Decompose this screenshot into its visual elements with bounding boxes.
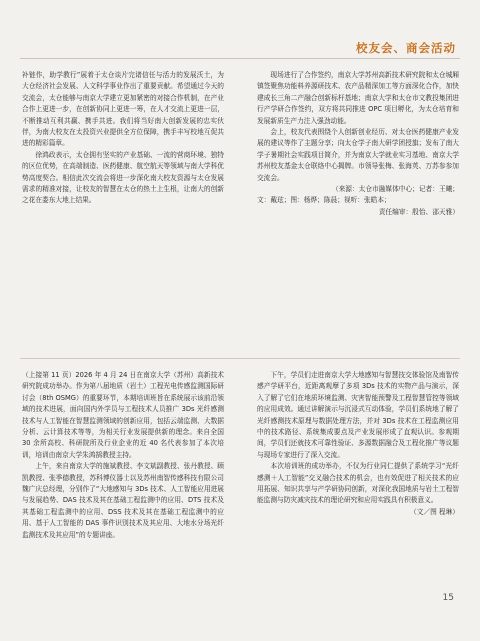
section-title: 校友会、商会活动 <box>356 41 456 55</box>
article1-column-right <box>257 70 459 218</box>
article1-credit-line: 文：戴玹；图：杨烨；陈晨；视听：张皓本； <box>257 196 391 205</box>
header-rule <box>20 58 460 59</box>
article-divider <box>20 358 460 359</box>
paragraph: 上午，来自南京大学的施斌教授、李文斌副教授、张丹教授、顾凯教授、张季德教授，苏科博仪器士以及苏州南智传感科技有限公司魏广庆总经理，分别作了“大地感知与 3Ds 技术、人工智能应用进展与发展趋势、DAS 技术及其在基础工程监测中的应用、DTS 技术及其基础工程监测中的应用、DSS 技术及其在基础工程监测中的应用、基于人工智能的 DAS 事件识别技术及其应用、大地水分场光纤监测技术及其应用”的专题讲座。 <box>22 462 224 539</box>
article2-credit: （文／图 程琳） <box>410 507 459 516</box>
paragraph: 补链作，助学教行”展着于太仓谈片完诸信任与活力的发展沃土，为大仓经济社会发展、人文科学事业作出了重要贡献。希望通过今天的交流会，太仓能够与南京大学建立更加紧密的对接合作机制，在产业合作上更进一步，在创新协同上更进一筹，在人才交流上更进一层，不断推动互利共赢、携手共进。我们将当好南大创新发展的忠实伙伴，为南大校友在太投资兴业提供全方位保障，携手丰写校地互促共进的精彩篇章。 <box>22 71 224 148</box>
paragraph: 现场进行了合作签约，南京大学苏州高新技术研究院和太仓城厢镇签聚焦功能料养源研技术、农产品精深加工等方面深化合作，加快建成长三角二产融合创新标杆基地；南京大学和太仓市文教投集团进行产学研合作签约，双方将共同推进 OPC 项目孵化，为太仓培育和发展新质生产力注入强劲动能。 <box>257 71 459 125</box>
page-number: 15 <box>442 593 454 603</box>
paragraph: 下午，学员们走进南京大学大地感知与智慧技交体验馆及南智传感产学研平台，近距离观摩了多项 3Ds 技术的实物产品与演示，深入了解了它们在地质环境监测、灾害智能预警及工程智慧管控等领域的应用成效。通过讲解演示与沉浸式互动体验，学员们系统地了解了光纤感测技术原理与数据处理方法，并对 3Ds 技术在工程监测应用中的技术路径、系统集成要点及产业发展形成了直观认识。参观期间，学员们还就技术可靠性验证、多源数据融合及工程化推广等议题与现场专家进行了深入交流。 <box>257 371 459 459</box>
article1-credit-line: 责任编审：殷怡、邵天雅） <box>378 207 459 216</box>
paragraph: 徐鸿政表示，太仓拥有坚实的产业基础、一流的营商环境、独特的区位优势，在高端制造、医药健康、航空航天等领域与南大学科优势高度契合。相信此次交流会将进一步深化南大校友资源与太仓发展需求的精准对接，让校友的智慧在太仓的热土上生根，让南大的创新之花在娄东大地上结果。 <box>22 150 224 205</box>
article1-credit-line: （来源：太仓市融媒体中心；记者：王曦； <box>331 185 459 194</box>
paragraph: 本次培训班的成功举办，不仅为行业同仁提供了系统学习“光纤感测＋人工智能”交叉融合技术的机会，也有效促进了相关技术的应用拓展、知识共享与产学研协同创新，对深化我国地质与岩土工程智能监测与防灾减灾技术的理论研究和应用实践具有积极意义。 <box>257 462 459 505</box>
article2-column-left <box>22 370 224 541</box>
paragraph: 会上，校友代表围绕个人创新创业经历、对太仓医药健康产业发展的建议等作了主题分享；向太仓学子南大研学团授旗；发布了南大学子暑期社会实践项目简介，并为南京大学就业实习基地、南京大学苏州校友基金太仓联络中心揭牌。市领导张梅、张海英、万苏参参加交流会。 <box>257 128 459 182</box>
paragraph: （上接第 11 页）2026 年 4 月 24 日在南京大学（苏州）高新技术研究院成功举办。作为第八届地质（岩土）工程光电传感监测国际研讨会（8th OSMG）的重要环节，本期培训班旨在系统展示该前沿领域的技术进展，面向国内外学员与工程技术人员推广 3Ds 光纤感测技术与人工智能在智慧监测领域的创新应用，包括云端监测、大数据分析、云计算技术等等，为相关行业发展提供新的理念。来自全国 30 余所高校、科研院所及行业企业的近 40 名代表参加了本次培训，培训由南京大学朱鸿鹄教授主持。 <box>22 371 224 459</box>
article2-column-right <box>257 370 459 518</box>
article1-column-left <box>22 70 224 207</box>
